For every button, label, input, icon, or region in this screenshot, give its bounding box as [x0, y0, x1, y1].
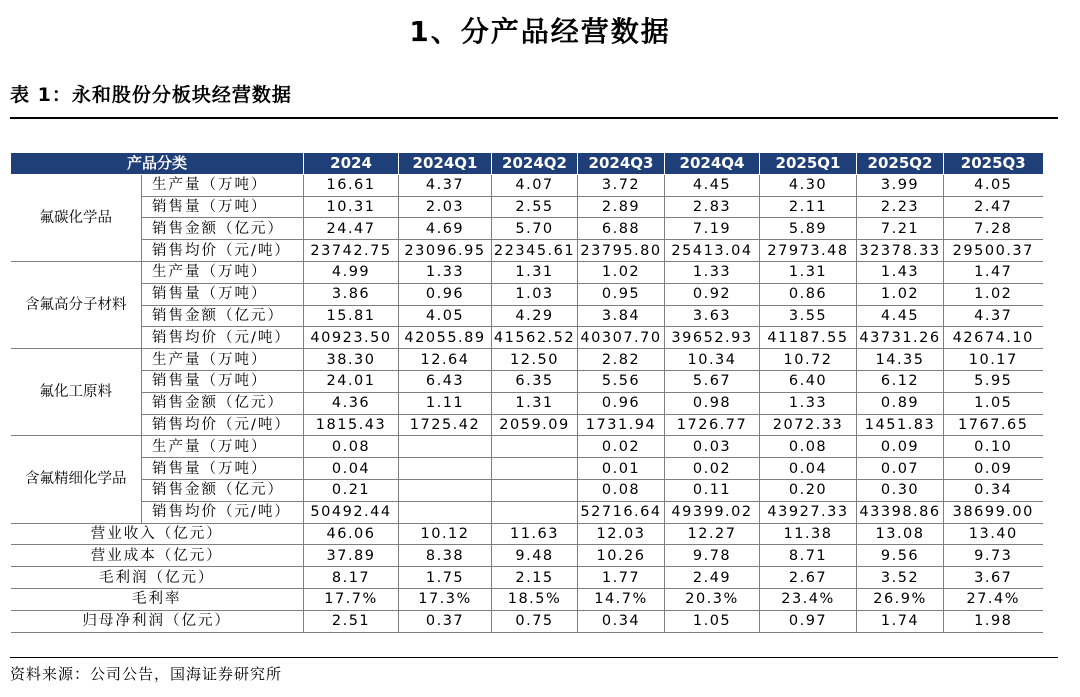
value-cell: 10.26 — [578, 545, 665, 567]
value-cell: 4.45 — [857, 305, 944, 327]
value-cell: 0.07 — [857, 458, 944, 480]
value-cell: 14.35 — [857, 349, 944, 371]
value-cell: 12.50 — [492, 349, 578, 371]
metric-label: 生产量（万吨） — [142, 261, 304, 283]
value-cell: 0.03 — [665, 436, 760, 458]
value-cell: 5.70 — [492, 218, 578, 240]
metric-label: 销售均价（元/吨） — [142, 327, 304, 349]
value-cell: 10.31 — [304, 196, 399, 218]
value-cell: 3.86 — [304, 283, 399, 305]
value-cell: 0.96 — [578, 392, 665, 414]
metric-label: 销售均价（元/吨） — [142, 501, 304, 523]
value-cell: 2059.09 — [492, 414, 578, 436]
value-cell: 0.21 — [304, 479, 399, 501]
value-cell: 12.64 — [399, 349, 492, 371]
metric-label: 销售均价（元/吨） — [142, 240, 304, 262]
value-cell: 2.89 — [578, 196, 665, 218]
value-cell: 0.08 — [760, 436, 857, 458]
value-cell: 4.29 — [492, 305, 578, 327]
value-cell: 1.05 — [944, 392, 1043, 414]
value-cell: 2.55 — [492, 196, 578, 218]
metric-label: 销售金额（亿元） — [142, 479, 304, 501]
value-cell: 1725.42 — [399, 414, 492, 436]
value-cell: 23795.80 — [578, 240, 665, 262]
value-cell: 10.12 — [399, 523, 492, 545]
group-label: 氟碳化学品 — [11, 174, 142, 261]
metric-label: 生产量（万吨） — [142, 174, 304, 196]
value-cell: 43398.86 — [857, 501, 944, 523]
value-cell: 0.04 — [304, 458, 399, 480]
value-cell: 0.86 — [760, 283, 857, 305]
value-cell: 4.30 — [760, 174, 857, 196]
value-cell: 3.72 — [578, 174, 665, 196]
value-cell — [492, 458, 578, 480]
value-cell: 4.37 — [399, 174, 492, 196]
value-cell: 5.95 — [944, 370, 1043, 392]
value-cell: 2.82 — [578, 349, 665, 371]
value-cell: 1.33 — [760, 392, 857, 414]
value-cell: 0.09 — [944, 458, 1043, 480]
value-cell: 5.67 — [665, 370, 760, 392]
summary-row — [11, 610, 1043, 632]
summary-row — [11, 588, 1043, 610]
value-cell: 20.3% — [665, 588, 760, 610]
table-row — [11, 501, 1043, 523]
value-cell: 0.11 — [665, 479, 760, 501]
table-row — [11, 392, 1043, 414]
value-cell: 1.02 — [857, 283, 944, 305]
value-cell: 10.72 — [760, 349, 857, 371]
value-cell: 27.4% — [944, 588, 1043, 610]
value-cell: 4.45 — [665, 174, 760, 196]
value-cell — [399, 436, 492, 458]
value-cell: 0.02 — [665, 458, 760, 480]
value-cell: 10.17 — [944, 349, 1043, 371]
value-cell: 4.36 — [304, 392, 399, 414]
metric-label: 生产量（万吨） — [142, 436, 304, 458]
column-header: 2024Q4 — [665, 153, 760, 175]
value-cell: 1.33 — [399, 261, 492, 283]
value-cell: 9.78 — [665, 545, 760, 567]
value-cell: 7.19 — [665, 218, 760, 240]
metric-label: 销售均价（元/吨） — [142, 414, 304, 436]
metric-label: 生产量（万吨） — [142, 349, 304, 371]
value-cell: 18.5% — [492, 588, 578, 610]
value-cell: 5.89 — [760, 218, 857, 240]
table-title: 表 1：永和股份分板块经营数据 — [10, 84, 292, 106]
table-row — [11, 305, 1043, 327]
value-cell: 6.88 — [578, 218, 665, 240]
metric-label: 销售量（万吨） — [142, 370, 304, 392]
value-cell: 1.43 — [857, 261, 944, 283]
value-cell: 13.08 — [857, 523, 944, 545]
metric-label: 销售量（万吨） — [142, 196, 304, 218]
value-cell: 11.63 — [492, 523, 578, 545]
value-cell: 41187.55 — [760, 327, 857, 349]
column-header: 2024Q3 — [578, 153, 665, 175]
value-cell: 10.34 — [665, 349, 760, 371]
value-cell: 4.37 — [944, 305, 1043, 327]
value-cell: 39652.93 — [665, 327, 760, 349]
value-cell: 0.37 — [399, 610, 492, 632]
value-cell — [492, 479, 578, 501]
value-cell: 0.01 — [578, 458, 665, 480]
column-header: 2024Q2 — [492, 153, 578, 175]
value-cell: 1815.43 — [304, 414, 399, 436]
value-cell: 40923.50 — [304, 327, 399, 349]
value-cell: 50492.44 — [304, 501, 399, 523]
value-cell: 42055.89 — [399, 327, 492, 349]
value-cell: 2.67 — [760, 567, 857, 589]
value-cell: 0.10 — [944, 436, 1043, 458]
value-cell: 27973.48 — [760, 240, 857, 262]
value-cell: 23096.95 — [399, 240, 492, 262]
value-cell — [399, 458, 492, 480]
value-cell: 17.3% — [399, 588, 492, 610]
column-header: 2024 — [304, 153, 399, 175]
value-cell: 0.20 — [760, 479, 857, 501]
metric-label: 销售量（万吨） — [142, 458, 304, 480]
value-cell: 42674.10 — [944, 327, 1043, 349]
value-cell: 49399.02 — [665, 501, 760, 523]
summary-label: 营业收入（亿元） — [11, 523, 304, 545]
value-cell: 1.74 — [857, 610, 944, 632]
value-cell: 1.02 — [944, 283, 1043, 305]
value-cell: 1.05 — [665, 610, 760, 632]
operating-data-table — [10, 152, 1043, 633]
value-cell: 6.40 — [760, 370, 857, 392]
value-cell: 1.02 — [578, 261, 665, 283]
value-cell: 3.67 — [944, 567, 1043, 589]
metric-label: 销售金额（亿元） — [142, 305, 304, 327]
value-cell: 0.30 — [857, 479, 944, 501]
table-row — [11, 349, 1043, 371]
value-cell: 2.83 — [665, 196, 760, 218]
value-cell: 1.98 — [944, 610, 1043, 632]
value-cell: 1.31 — [760, 261, 857, 283]
value-cell — [492, 501, 578, 523]
value-cell: 2.03 — [399, 196, 492, 218]
value-cell: 14.7% — [578, 588, 665, 610]
summary-label: 毛利率 — [11, 588, 304, 610]
value-cell: 8.71 — [760, 545, 857, 567]
value-cell: 0.02 — [578, 436, 665, 458]
table-row — [11, 218, 1043, 240]
table-body — [11, 174, 1043, 632]
value-cell: 0.98 — [665, 392, 760, 414]
summary-row — [11, 567, 1043, 589]
value-cell: 1.31 — [492, 261, 578, 283]
value-cell: 9.73 — [944, 545, 1043, 567]
value-cell: 23.4% — [760, 588, 857, 610]
group-label: 含氟精细化学品 — [11, 436, 142, 523]
value-cell: 2.23 — [857, 196, 944, 218]
value-cell: 11.38 — [760, 523, 857, 545]
column-header: 2025Q3 — [944, 153, 1043, 175]
value-cell: 13.40 — [944, 523, 1043, 545]
value-cell: 2.49 — [665, 567, 760, 589]
value-cell: 2072.33 — [760, 414, 857, 436]
table-row — [11, 414, 1043, 436]
column-header: 产品分类 — [11, 153, 304, 175]
group-label: 氟化工原料 — [11, 349, 142, 436]
value-cell: 1.47 — [944, 261, 1043, 283]
value-cell: 5.56 — [578, 370, 665, 392]
value-cell: 2.15 — [492, 567, 578, 589]
value-cell: 12.27 — [665, 523, 760, 545]
value-cell: 4.05 — [944, 174, 1043, 196]
value-cell: 6.43 — [399, 370, 492, 392]
value-cell: 2.51 — [304, 610, 399, 632]
summary-row — [11, 545, 1043, 567]
value-cell: 32378.33 — [857, 240, 944, 262]
value-cell: 0.75 — [492, 610, 578, 632]
value-cell: 43731.26 — [857, 327, 944, 349]
value-cell — [492, 436, 578, 458]
value-cell: 15.81 — [304, 305, 399, 327]
top-divider — [10, 117, 1058, 119]
table-row — [11, 261, 1043, 283]
value-cell: 1.77 — [578, 567, 665, 589]
value-cell: 23742.75 — [304, 240, 399, 262]
value-cell: 6.12 — [857, 370, 944, 392]
value-cell: 38.30 — [304, 349, 399, 371]
summary-label: 毛利润（亿元） — [11, 567, 304, 589]
value-cell: 1451.83 — [857, 414, 944, 436]
value-cell: 1.33 — [665, 261, 760, 283]
summary-label: 营业成本（亿元） — [11, 545, 304, 567]
value-cell: 1.03 — [492, 283, 578, 305]
value-cell — [399, 479, 492, 501]
value-cell: 1.75 — [399, 567, 492, 589]
value-cell: 26.9% — [857, 588, 944, 610]
value-cell: 1726.77 — [665, 414, 760, 436]
value-cell: 1731.94 — [578, 414, 665, 436]
value-cell: 22345.61 — [492, 240, 578, 262]
value-cell: 4.69 — [399, 218, 492, 240]
value-cell: 46.06 — [304, 523, 399, 545]
table-row — [11, 327, 1043, 349]
table-row — [11, 370, 1043, 392]
value-cell: 0.92 — [665, 283, 760, 305]
value-cell: 0.04 — [760, 458, 857, 480]
value-cell: 8.17 — [304, 567, 399, 589]
bottom-divider — [10, 657, 1058, 658]
value-cell: 0.34 — [944, 479, 1043, 501]
value-cell: 3.99 — [857, 174, 944, 196]
value-cell: 37.89 — [304, 545, 399, 567]
value-cell: 4.05 — [399, 305, 492, 327]
table-row — [11, 436, 1043, 458]
value-cell: 24.01 — [304, 370, 399, 392]
value-cell: 6.35 — [492, 370, 578, 392]
summary-row — [11, 523, 1043, 545]
summary-label: 归母净利润（亿元） — [11, 610, 304, 632]
value-cell: 3.63 — [665, 305, 760, 327]
table-row — [11, 240, 1043, 262]
table-header-row — [11, 153, 1043, 175]
value-cell: 2.47 — [944, 196, 1043, 218]
value-cell: 1.31 — [492, 392, 578, 414]
metric-label: 销售量（万吨） — [142, 283, 304, 305]
table-row — [11, 174, 1043, 196]
value-cell: 41562.52 — [492, 327, 578, 349]
value-cell: 0.97 — [760, 610, 857, 632]
metric-label: 销售金额（亿元） — [142, 218, 304, 240]
value-cell: 3.52 — [857, 567, 944, 589]
column-header: 2025Q2 — [857, 153, 944, 175]
value-cell: 12.03 — [578, 523, 665, 545]
value-cell: 4.99 — [304, 261, 399, 283]
value-cell: 1767.65 — [944, 414, 1043, 436]
value-cell: 38699.00 — [944, 501, 1043, 523]
value-cell: 8.38 — [399, 545, 492, 567]
value-cell: 7.21 — [857, 218, 944, 240]
value-cell: 17.7% — [304, 588, 399, 610]
value-cell: 16.61 — [304, 174, 399, 196]
value-cell: 0.08 — [578, 479, 665, 501]
value-cell: 9.56 — [857, 545, 944, 567]
value-cell: 3.84 — [578, 305, 665, 327]
value-cell: 29500.37 — [944, 240, 1043, 262]
column-header: 2024Q1 — [399, 153, 492, 175]
value-cell: 4.07 — [492, 174, 578, 196]
table-row — [11, 196, 1043, 218]
value-cell: 7.28 — [944, 218, 1043, 240]
value-cell: 0.89 — [857, 392, 944, 414]
table-row — [11, 479, 1043, 501]
value-cell: 40307.70 — [578, 327, 665, 349]
table-row — [11, 283, 1043, 305]
section-heading: 1、分产品经营数据 — [409, 15, 671, 48]
group-label: 含氟高分子材料 — [11, 261, 142, 348]
source-note: 资料来源：公司公告，国海证券研究所 — [10, 665, 283, 683]
value-cell: 0.96 — [399, 283, 492, 305]
value-cell: 1.11 — [399, 392, 492, 414]
value-cell: 52716.64 — [578, 501, 665, 523]
value-cell: 0.34 — [578, 610, 665, 632]
value-cell: 0.09 — [857, 436, 944, 458]
value-cell: 3.55 — [760, 305, 857, 327]
table-row — [11, 458, 1043, 480]
value-cell — [399, 501, 492, 523]
value-cell: 2.11 — [760, 196, 857, 218]
value-cell: 0.08 — [304, 436, 399, 458]
metric-label: 销售金额（亿元） — [142, 392, 304, 414]
value-cell: 9.48 — [492, 545, 578, 567]
value-cell: 0.95 — [578, 283, 665, 305]
column-header: 2025Q1 — [760, 153, 857, 175]
value-cell: 43927.33 — [760, 501, 857, 523]
value-cell: 24.47 — [304, 218, 399, 240]
value-cell: 25413.04 — [665, 240, 760, 262]
